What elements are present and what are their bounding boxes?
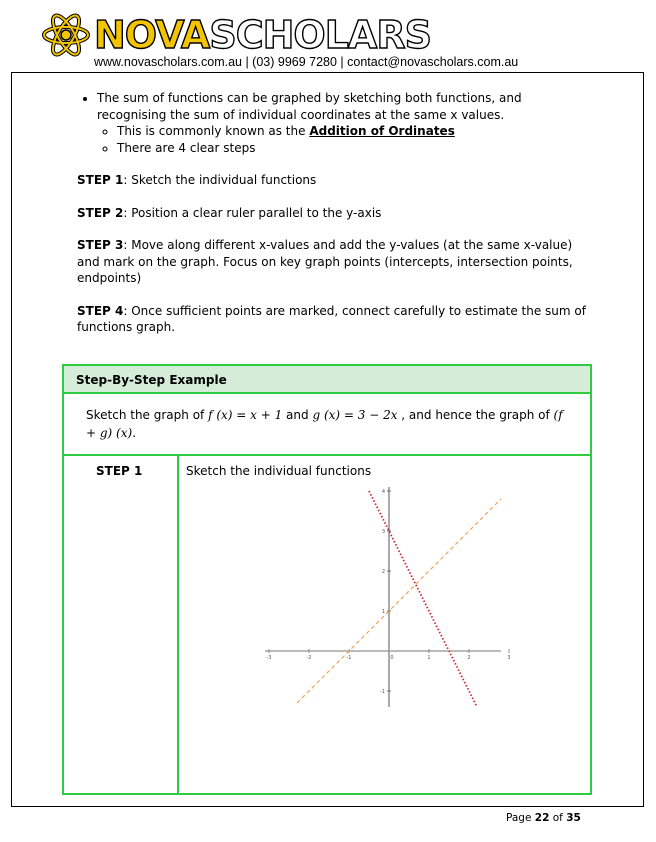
intro-bullet: [97, 90, 587, 156]
step-1-paragraph: [77, 172, 587, 189]
function-graph: [266, 489, 511, 719]
step-3-label: STEP 3: [77, 238, 124, 252]
sub1-prefix: This is commonly known as the: [117, 124, 310, 138]
intro-list: [77, 90, 587, 156]
example-box: [62, 364, 592, 795]
brand-scholars: SCHOLARS: [209, 13, 431, 57]
sub1-term: Addition of Ordinates: [309, 124, 455, 138]
page-header: [0, 0, 656, 72]
x-tick-label: 3: [507, 655, 511, 661]
main-content: [77, 90, 587, 336]
page-total: 35: [566, 812, 581, 824]
example-title: Step-By-Step Example: [76, 373, 227, 387]
y-tick-label: 2: [381, 569, 385, 575]
step-3-text: : Move along different x-values and add the y-values (at the same x-value) and mark on the graph. Focus on key graph points (intercepts, intersection points, endpoints): [77, 238, 573, 285]
brand-name: [94, 13, 431, 57]
x-tick-label: 2: [467, 655, 471, 661]
q-end: .: [132, 426, 137, 440]
x-tick-label: -1: [346, 655, 352, 661]
intro-bullet-text: The sum of functions can be graphed by sketching both functions, and recognising the sum of individual coordinates at the same x values.: [97, 91, 522, 122]
q-text-1: Sketch the graph of: [86, 408, 209, 422]
intro-sublist: [97, 123, 587, 156]
y-tick-label: 3: [381, 529, 385, 535]
brand-nova: NOVA: [94, 13, 210, 57]
atom-logo-icon: [40, 10, 92, 60]
step-2-label: STEP 2: [77, 205, 124, 220]
page-current: 22: [534, 812, 550, 824]
page-of: of: [549, 812, 567, 824]
step-2-text: : Position a clear ruler parallel to the y-axis: [123, 205, 382, 220]
q-fg-expression: (f + g) (x): [86, 408, 563, 440]
q-and: and: [282, 408, 313, 422]
y-tick-label: 4: [381, 489, 385, 495]
page-number: [506, 812, 581, 824]
x-tick-label: -3: [266, 655, 272, 661]
step-4-text: : Once sufficient points are marked, connect carefully to estimate the sum of functions graph.: [77, 303, 586, 334]
x-tick-label: 1: [427, 655, 431, 661]
step-4-paragraph: [77, 303, 587, 336]
example-divider: [64, 454, 590, 456]
q-g-expression: g (x) = 3 − 2x: [312, 408, 398, 422]
page-prefix: Page: [506, 812, 535, 824]
q-f-expression: f (x) = x + 1: [208, 408, 283, 422]
contact-line: www.novascholars.com.au | (03) 9969 7280 | contact@novascholars.com.au: [94, 55, 519, 69]
step-2-paragraph: [77, 205, 587, 222]
f-line: [297, 499, 501, 703]
x-tick-label: 0: [390, 655, 394, 661]
intro-subitem-1: [117, 123, 587, 140]
logo: [40, 10, 431, 60]
y-tick-label: -1: [380, 689, 385, 695]
example-question: [86, 406, 576, 442]
example-header: [64, 366, 590, 394]
step-1-label: STEP 1: [77, 173, 124, 187]
example-column-divider: [177, 454, 179, 793]
step-4-label: STEP 4: [77, 303, 124, 318]
x-tick-label: -2: [306, 655, 312, 661]
step-1-text: : Sketch the individual functions: [123, 173, 317, 187]
g-line: [369, 491, 477, 707]
intro-subitem-2: ◦ There are 4 clear steps: [117, 140, 587, 157]
example-step-label: STEP 1: [96, 464, 143, 478]
step-3-paragraph: [77, 237, 587, 287]
example-step-desc: Sketch the individual functions: [186, 464, 372, 478]
q-text-2: , and hence the graph of: [397, 408, 554, 422]
y-tick-label: 1: [381, 609, 385, 615]
